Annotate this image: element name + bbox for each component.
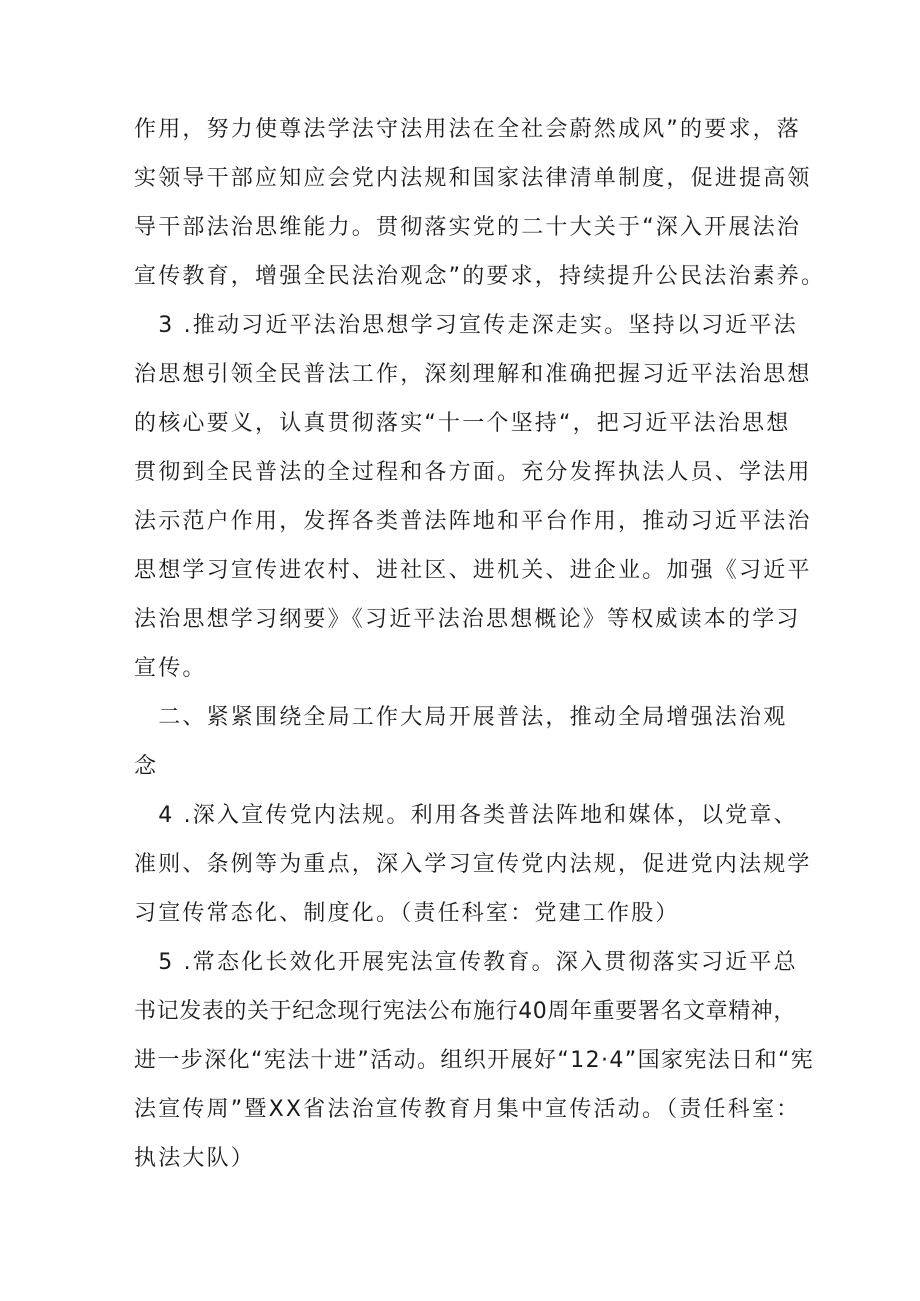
body-line: 宣传教育，增强全民法治观念”的要求，持续提升公民法治素养。 bbox=[134, 264, 826, 289]
body-line: 法治思想学习纲要》《习近平法治思想概论》等权威读本的学习 bbox=[134, 607, 801, 632]
body-line: 的核心要义，认真贯彻落实“十一个坚持“，把习近平法治思想 bbox=[134, 411, 791, 436]
body-line: 法宣传周”暨XX省法治宣传教育月集中宣传活动。（责任科室： bbox=[134, 1097, 801, 1122]
body-line: 治思想引领全民普法工作，深刻理解和准确把握习近平法治思想 bbox=[134, 362, 812, 387]
body-line: 实领导干部应知应会党内法规和国家法律清单制度，促进提高领 bbox=[134, 166, 812, 191]
body-line: 进一步深化“宪法十进”活动。组织开展好“12·4”国家宪法日和“宪 bbox=[134, 1048, 815, 1073]
body-line: 宣传。 bbox=[134, 656, 207, 681]
document-body bbox=[134, 105, 826, 1183]
body-line: 作用，努力使尊法学法守法用法在全社会蔚然成风”的要求，落 bbox=[134, 117, 801, 142]
item-3-heading-line: 3 .推动习近平法治思想学习宣传走深走实。坚持以习近平法 bbox=[134, 313, 798, 338]
section-2-heading-line: 二、紧紧围绕全局工作大局开展普法，推动全局增强法治观 bbox=[134, 705, 788, 730]
body-line: 思想学习宣传进农村、进社区、进机关、进企业。加强《习近平 bbox=[134, 558, 812, 583]
item-5-heading-line: 5 .常态化长效化开展宪法宣传教育。深入贯彻落实习近平总 bbox=[134, 950, 798, 975]
body-line: 法示范户作用，发挥各类普法阵地和平台作用，推动习近平法治 bbox=[134, 509, 812, 534]
item-4-heading-line: 4 .深入宣传党内法规。利用各类普法阵地和媒体，以党章、 bbox=[134, 803, 798, 828]
body-line: 准则、条例等为重点，深入学习宣传党内法规，促进党内法规学 bbox=[134, 852, 812, 877]
body-line: 导干部法治思维能力。贯彻落实党的二十大关于“深入开展法治 bbox=[134, 215, 801, 240]
body-line: 习宣传常态化、制度化。（责任科室：党建工作股） bbox=[134, 901, 680, 926]
body-line: 贯彻到全民普法的全过程和各方面。充分发挥执法人员、学法用 bbox=[134, 460, 812, 485]
body-line: 执法大队） bbox=[134, 1146, 256, 1171]
section-2-heading-line: 念 bbox=[134, 754, 159, 779]
body-line: 书记发表的关于纪念现行宪法公布施行40周年重要署名文章精神， bbox=[134, 999, 796, 1024]
